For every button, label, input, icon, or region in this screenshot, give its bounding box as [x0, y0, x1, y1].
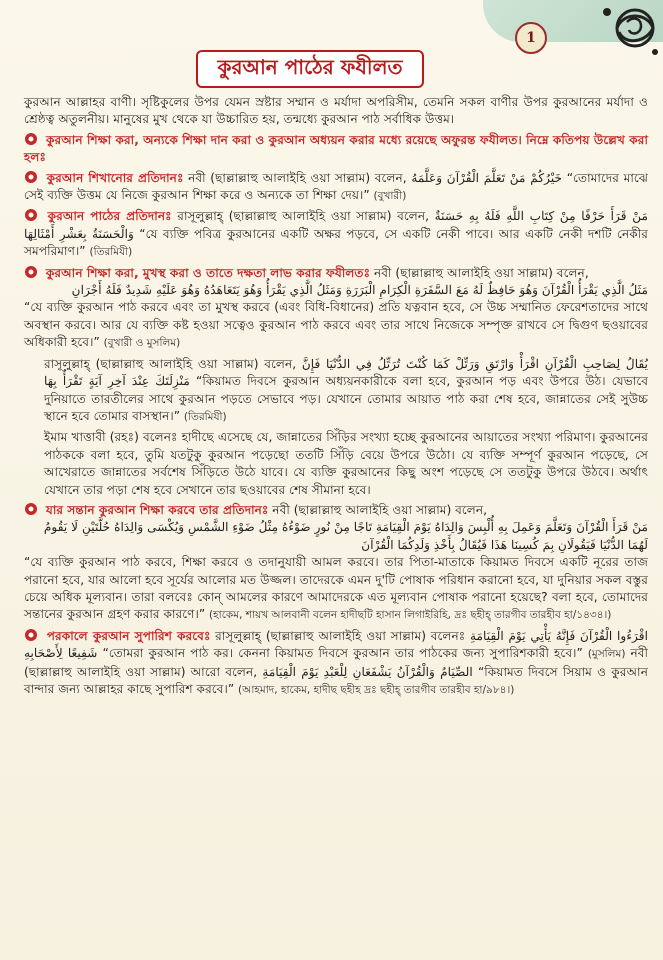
section-5-text: “যে ব্যক্তি কুরআন পাঠ করবে, শিক্ষা করবে ও তদানুযায়ী আমল করবে। তার পিতা-মাতাকে কিয়ামত দিবসে একটি নূরের তাজ পরানো হবে, যার আলো হবে সূর্যের আলোর মত উজ্জল। তাদেরকে এমন দু'টি পোষাক পরিধান করানো হবে, যা দুনিয়ার সকল বস্তুর চেয়ে অধিক মূল্যবান। তারা বলবেঃ কোন্ আমলের কারণে আমাদেরকে এত মূল্যবান পোষাক পরানো হয়েছে? বলা হবে, তোমাদের সন্তানের কুরআন গ্রহণ করার কারণে।”: [24, 555, 648, 622]
section-4-heading: কুরআন শিক্ষা করা, মুখস্থ করা ও তাতে দক্ষতা লাভ করার ফযীলতঃ: [45, 265, 371, 280]
section-2-ref: (বুখারী): [373, 190, 407, 203]
page-number: 1: [515, 22, 547, 54]
section-5-lead: নবী (ছাল্লাল্লাহু আলাইহি ওয়া সাল্লাম) বলেন,: [272, 502, 488, 517]
section-5-heading: যার সন্তান কুরআন শিক্ষা করবে তার প্রতিদানঃ: [45, 502, 269, 517]
section-6: [24, 628, 648, 700]
section-2-text: “তোমাদের মাঝে সেই ব্যক্তি উত্তম যে নিজে কুরআন শিক্ষা করে ও অন্যকে তা শিক্ষা দেয়।”: [24, 170, 649, 203]
section-3-text: “যে ব্যক্তি পবিত্র কুরআনের একটি অক্ষর পড়বে, সে একটি নেকী পাবে। আর একটি নেকী দশটি নেকীর সমপরিমাণ।”: [24, 226, 648, 259]
section-6-text: “তোমরা কুরআন পাঠ কর। কেননা কিয়ামত দিবসে কুরআন তার পাঠকের জন্য সুপারিশকারী হবে।”: [102, 646, 583, 661]
section-6-text-2: “কিয়ামত দিবসে সিয়াম ও কুরআন বান্দার জন্য আল্লাহর কাছে সুপারিশ করবে।”: [24, 664, 649, 696]
section-4-lead-2: রাসূলুল্লাহ্ (ছাল্লাল্লাহু আলাইহি ওয়া সাল্লাম) বলেন,: [44, 356, 297, 371]
flower-bullet-icon: [24, 628, 38, 642]
section-5-arabic: مَنْ قَرَأَ الْقُرْآنَ وَتَعَلَّمَ وَعَمِلَ بِهِ أُلْبِسَ وَالِدَاهُ يَوْمَ الْقِيَامَةِ تَاجًا مِنْ نُورٍ ضَوْءُهُ مِثْلُ ضَوْءِ الشَّمْسِ وَيُكْسَى وَالِدَاهُ حُلَّتَيْنِ لَا يَقُومُ لَهُمَا الدُّنْيَا فَيَقُولَانِ بِمَ كُسِينَا هَذَا فَيُقَالُ بِأَخْذِ وَلَدِكُمَا الْقُرْآنَ: [43, 520, 648, 552]
section-5-ref: (হাকেম, শায়খ আলবানী বলেন হাদীছটি হাসান লিগাইরিহি, দ্রঃ ছহীহ্ তারগীব তারহীব হা/১৪৩৪।): [209, 609, 612, 622]
section-3-ref: (তিরমিযী): [89, 246, 133, 259]
section-4: [24, 265, 648, 353]
flower-bullet-icon: [24, 132, 38, 146]
section-6-lead-2: নবী (ছাল্লাল্লাহু আলাইহি ওয়া সাল্লাম) আরো বলেন,: [24, 646, 649, 679]
section-2-heading: কুরআন শিখানোর প্রতিদানঃ: [46, 170, 184, 185]
section-4-text: “যে ব্যক্তি কুরআন পাঠ করবে এবং তা মুখস্থ করবে (এবং বিধি-বিধানের) প্রতি যত্নবান হবে, সে উচ্চ সম্মানিত ফেরেশতাদের সাথে অবস্থান করবে। আর যে ব্যক্তি কষ্ট হওয়া সত্বেও কুরআন পাঠ করবে এবং তার সাথে নিজেকে সম্পৃক্ত রাখবে সে দ্বিগুণ ছওয়াবের অধিকারী হবে।”: [24, 300, 648, 350]
section-4-arabic: مَثَلُ الَّذِي يَقْرَأُ الْقُرْآنَ وَهُوَ حَافِظٌ لَهُ مَعَ السَّفَرَةِ الْكِرَامِ الْبَرَرَةِ وَمَثَلُ الَّذِي يَقْرَأُ وَهُوَ يَتَعَاهَدُهُ وَهُوَ عَلَيْهِ شَدِيدٌ فَلَهُ أَجْرَانِ: [71, 283, 648, 298]
section-3: [24, 208, 648, 261]
section-3-arabic: مَنْ قَرَأَ حَرْفًا مِنْ كِتَابِ اللَّهِ فَلَهُ بِهِ حَسَنَةٌ وَالْحَسَنَةُ بِعَشْرِ أَمْثَالِهَا: [24, 209, 649, 241]
flower-bullet-icon: [24, 502, 38, 516]
section-6-lead: রাসূলুল্লাহ্ (ছাল্লাল্লাহু আলাইহি ওয়া সাল্লাম) বলেনঃ: [215, 628, 466, 643]
section-6-arabic: اقْرَءُوا الْقُرْآنَ فَإِنَّهُ يَأْتِي يَوْمَ الْقِيَامَةِ شَفِيعًا لِأَصْحَابِهِ: [24, 628, 648, 661]
section-6-ref-2: (আহমাদ, হাকেম, হাদীছ ছহীহ দ্রঃ ছহীহ্ তারগীব তারহীব হা/৯৮৪।): [238, 684, 515, 696]
section-4-lead: নবী (ছাল্লাল্লাহু আলাইহি ওয়া সাল্লাম) বলেন,: [373, 265, 589, 280]
section-6-arabic-2: الصِّيَامُ وَالْقُرْآنُ يَشْفَعَانِ لِلْعَبْدِ يَوْمَ الْقِيَامَةِ: [262, 664, 473, 679]
flower-bullet-icon: [24, 208, 38, 222]
intro-paragraph: কুরআন আল্লাহর বাণী। সৃষ্টিকুলের উপর যেমন স্রষ্টার সম্মান ও মর্যাদা অপরিসীম, তেমনি সকল বাণীর উপর কুরআনের মর্যাদা ও শ্রেষ্ঠত্ব অতুলনীয়। মানুষের মুখ থেকে যা উচ্চারিত হয়, তন্মধ্যে কুরআন পাঠ সর্বাধিক উত্তম।: [24, 95, 648, 127]
section-5: [24, 502, 648, 625]
section-6-heading: পরকালে কুরআন সুপারিশ করবেঃ: [46, 628, 211, 643]
flower-bullet-icon: [24, 265, 38, 279]
page-title: কুরআন পাঠের ফযীলত: [217, 54, 403, 79]
section-3-lead: রাসূলুল্লাহ্ (ছাল্লাল্লাহু আলাইহি ওয়া সাল্লাম) বলেন,: [177, 209, 430, 224]
section-4-note: ইমাম খাত্তাবী (রহঃ) বলেনঃ হাদীছে এসেছে যে, জান্নাতের সিঁড়ির সংখ্যা হচ্ছে কুরআনের আয়াতের সংখ্যা পরিমাণ। কুরআনের পাঠককে বলা হবে, তুমি যতটুকু কুরআন পড়েছো ততটি সিঁড়ি বেয়ে উপরে উঠো। যে ব্যক্তি সম্পূর্ণ কুরআন পড়েছে, সে আখেরাতে জান্নাতের সর্বশেষ সিঁড়িতে উঠে যাবে। যে ব্যক্তি কুরআনের কিছু অংশ পড়েছে সে ততটুকু উপরে উঠবে। অর্থাৎ যেখানে তার পড়া শেষ হবে সেখানে তার ছওয়াবের শেষ সীমানা হবে।: [44, 430, 648, 497]
floral-ornament-icon: [597, 2, 661, 58]
section-1: [24, 132, 648, 167]
content: [24, 94, 648, 702]
section-3-heading: কুরআন পাঠের প্রতিদানঃ: [47, 209, 172, 224]
section-4-text-2: “কিয়ামত দিবসে কুরআন অধ্যয়নকারীকে বলা হবে, কুরআন পড় এবং উপরে উঠ। যেভাবে দুনিয়াতে তারতীলের সাথে কুরআন পড়তে সেভাবে পড়। যেখানে তোমার আয়াত পাঠ করা শেষ হবে, জান্নাতের সেই সুউচ্চ স্থানে হবে তোমার বাসস্থান।”: [44, 374, 648, 423]
section-2-lead: নবী (ছাল্লাল্লাহু আলাইহি ওয়া সাল্লাম) বলেন,: [188, 170, 407, 185]
section-4-ref-2: (তিরমিযী): [183, 410, 227, 423]
title-box: [196, 50, 424, 88]
section-4-hadith-2: [24, 356, 648, 427]
section-1-heading: কুরআন শিক্ষা করা, অন্যকে শিক্ষা দান করা ও কুরআন অধ্যয়ন করার মধ্যে রয়েছে অফুরন্ত ফযীলত। নিম্নে কতিপয় উল্লেখ করা হলঃ: [24, 132, 649, 165]
section-4-ref: (বুখারী ও মুসলিম): [103, 337, 181, 350]
section-4-arabic-2: يُقَالُ لِصَاحِبِ الْقُرْآنِ اقْرَأْ وَارْتَقِ وَرَتِّلْ كَمَا كُنْتَ تُرَتِّلُ فِي الدُّنْيَا فَإِنَّ مَنْزِلَتَكَ عِنْدَ آخِرِ آيَةٍ تَقْرَأُ بِهَا: [44, 356, 648, 389]
section-6-ref: (মুসলিম): [587, 648, 626, 661]
section-2-arabic: خَيْرُكُمْ مَنْ تَعَلَّمَ الْقُرْآنَ وَعَلَّمَهُ: [411, 170, 563, 185]
flower-bullet-icon: [24, 170, 38, 184]
section-2: [24, 170, 648, 206]
